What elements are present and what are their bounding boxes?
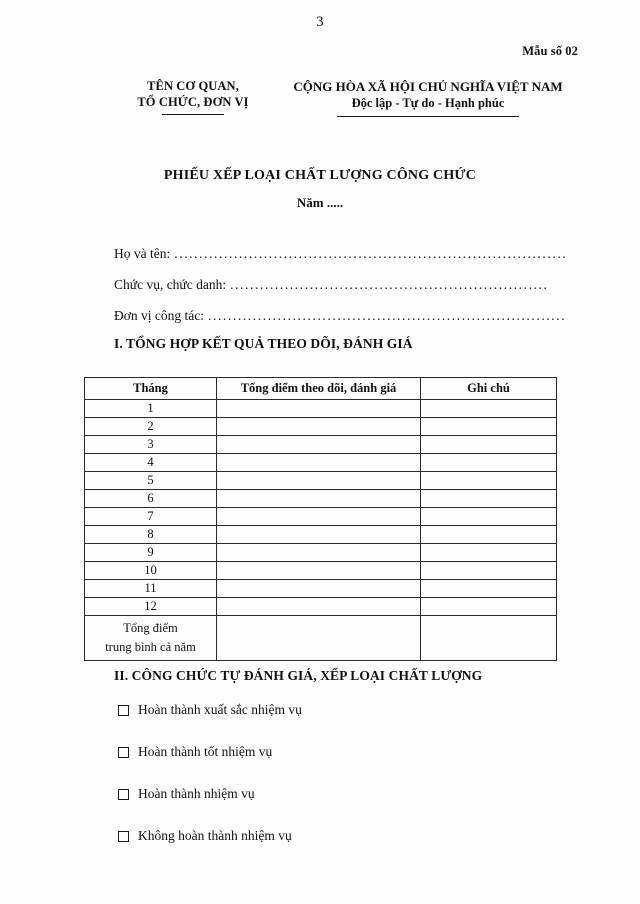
table-row	[85, 472, 557, 490]
table-header-row	[85, 378, 557, 400]
month-label: 6	[85, 490, 217, 508]
total-note-cell[interactable]	[421, 616, 557, 661]
month-label: 10	[85, 562, 217, 580]
monthly-evaluation-table	[84, 377, 556, 661]
score-cell[interactable]	[217, 418, 421, 436]
month-label: 2	[85, 418, 217, 436]
note-cell[interactable]	[421, 436, 557, 454]
column-header-month: Tháng	[85, 378, 217, 400]
option-completed-label: Hoàn thành nhiệm vụ	[138, 786, 255, 801]
option-excellent-label: Hoàn thành xuất sắc nhiệm vụ	[138, 702, 302, 717]
total-row-label	[85, 616, 217, 661]
month-label: 8	[85, 526, 217, 544]
field-work-unit	[114, 308, 580, 324]
total-score-cell[interactable]	[217, 616, 421, 661]
score-cell[interactable]	[217, 562, 421, 580]
option-not-completed[interactable]	[118, 828, 518, 844]
note-cell[interactable]	[421, 562, 557, 580]
table-row	[85, 544, 557, 562]
option-good-label: Hoàn thành tốt nhiệm vụ	[138, 744, 273, 759]
option-completed[interactable]	[118, 786, 518, 802]
info-fields	[114, 246, 580, 339]
table-row	[85, 454, 557, 472]
score-cell[interactable]	[217, 526, 421, 544]
note-cell[interactable]	[421, 580, 557, 598]
national-heading-line-1: CỘNG HÒA XÃ HỘI CHỦ NGHĨA VIỆT NAM	[293, 79, 563, 94]
table-row	[85, 400, 557, 418]
field-work-unit-input[interactable]: ........................................................................	[208, 308, 567, 323]
national-motto: Độc lập - Tự do - Hạnh phúc	[351, 96, 505, 110]
national-heading-underline	[337, 116, 519, 117]
field-work-unit-label: Đơn vị công tác:	[114, 308, 204, 323]
score-cell[interactable]	[217, 436, 421, 454]
checkbox-icon[interactable]	[118, 747, 129, 758]
note-cell[interactable]	[421, 418, 557, 436]
note-cell[interactable]	[421, 598, 557, 616]
section-2-heading: II. CÔNG CHỨC TỰ ĐÁNH GIÁ, XẾP LOẠI CHẤT LƯỢNG	[114, 668, 483, 683]
year-line: Năm .....	[296, 195, 344, 210]
field-full-name-input[interactable]: ...............................................................................	[174, 246, 568, 261]
total-row-label-line-2: trung bình cả năm	[105, 640, 196, 654]
field-full-name	[114, 246, 580, 262]
month-label: 1	[85, 400, 217, 418]
document-header	[0, 78, 640, 138]
table-total-row	[85, 616, 557, 661]
organization-underline	[162, 114, 224, 115]
field-position	[114, 277, 580, 293]
table-row	[85, 436, 557, 454]
score-cell[interactable]	[217, 400, 421, 418]
note-cell[interactable]	[421, 508, 557, 526]
field-full-name-label: Họ và tên:	[114, 246, 171, 261]
table-row	[85, 526, 557, 544]
table-row	[85, 490, 557, 508]
checkbox-icon[interactable]	[118, 705, 129, 716]
month-label: 9	[85, 544, 217, 562]
month-label: 11	[85, 580, 217, 598]
month-label: 7	[85, 508, 217, 526]
total-row-label-line-1: Tổng điểm	[123, 621, 178, 635]
table-row	[85, 508, 557, 526]
month-label: 4	[85, 454, 217, 472]
national-heading-block	[278, 78, 578, 117]
organization-line-2: TỔ CHỨC, ĐƠN VỊ	[137, 95, 249, 109]
table-row	[85, 580, 557, 598]
score-cell[interactable]	[217, 508, 421, 526]
table-row	[85, 598, 557, 616]
month-label: 12	[85, 598, 217, 616]
score-cell[interactable]	[217, 490, 421, 508]
organization-line-1: TÊN CƠ QUAN,	[147, 79, 239, 93]
note-cell[interactable]	[421, 526, 557, 544]
month-label: 5	[85, 472, 217, 490]
column-header-note: Ghi chú	[421, 378, 557, 400]
field-position-label: Chức vụ, chức danh:	[114, 277, 227, 292]
table-row	[85, 562, 557, 580]
field-position-input[interactable]: ................................................................	[230, 277, 549, 292]
score-cell[interactable]	[217, 454, 421, 472]
score-cell[interactable]	[217, 544, 421, 562]
section-1-heading: I. TỔNG HỢP KẾT QUẢ THEO DÕI, ĐÁNH GIÁ	[114, 336, 413, 351]
note-cell[interactable]	[421, 544, 557, 562]
table-row	[85, 418, 557, 436]
organization-block	[108, 78, 278, 115]
option-not-completed-label: Không hoàn thành nhiệm vụ	[138, 828, 292, 843]
page-number: 3	[316, 14, 324, 30]
form-code: Mẫu số 02	[522, 44, 578, 58]
note-cell[interactable]	[421, 472, 557, 490]
score-cell[interactable]	[217, 472, 421, 490]
score-cell[interactable]	[217, 580, 421, 598]
month-label: 3	[85, 436, 217, 454]
self-evaluation-options	[118, 702, 518, 870]
option-good[interactable]	[118, 744, 518, 760]
note-cell[interactable]	[421, 454, 557, 472]
option-excellent[interactable]	[118, 702, 518, 718]
page-title: PHIẾU XẾP LOẠI CHẤT LƯỢNG CÔNG CHỨC	[163, 168, 477, 183]
note-cell[interactable]	[421, 490, 557, 508]
note-cell[interactable]	[421, 400, 557, 418]
column-header-score: Tổng điểm theo dõi, đánh giá	[217, 378, 421, 400]
checkbox-icon[interactable]	[118, 831, 129, 842]
checkbox-icon[interactable]	[118, 789, 129, 800]
score-cell[interactable]	[217, 598, 421, 616]
